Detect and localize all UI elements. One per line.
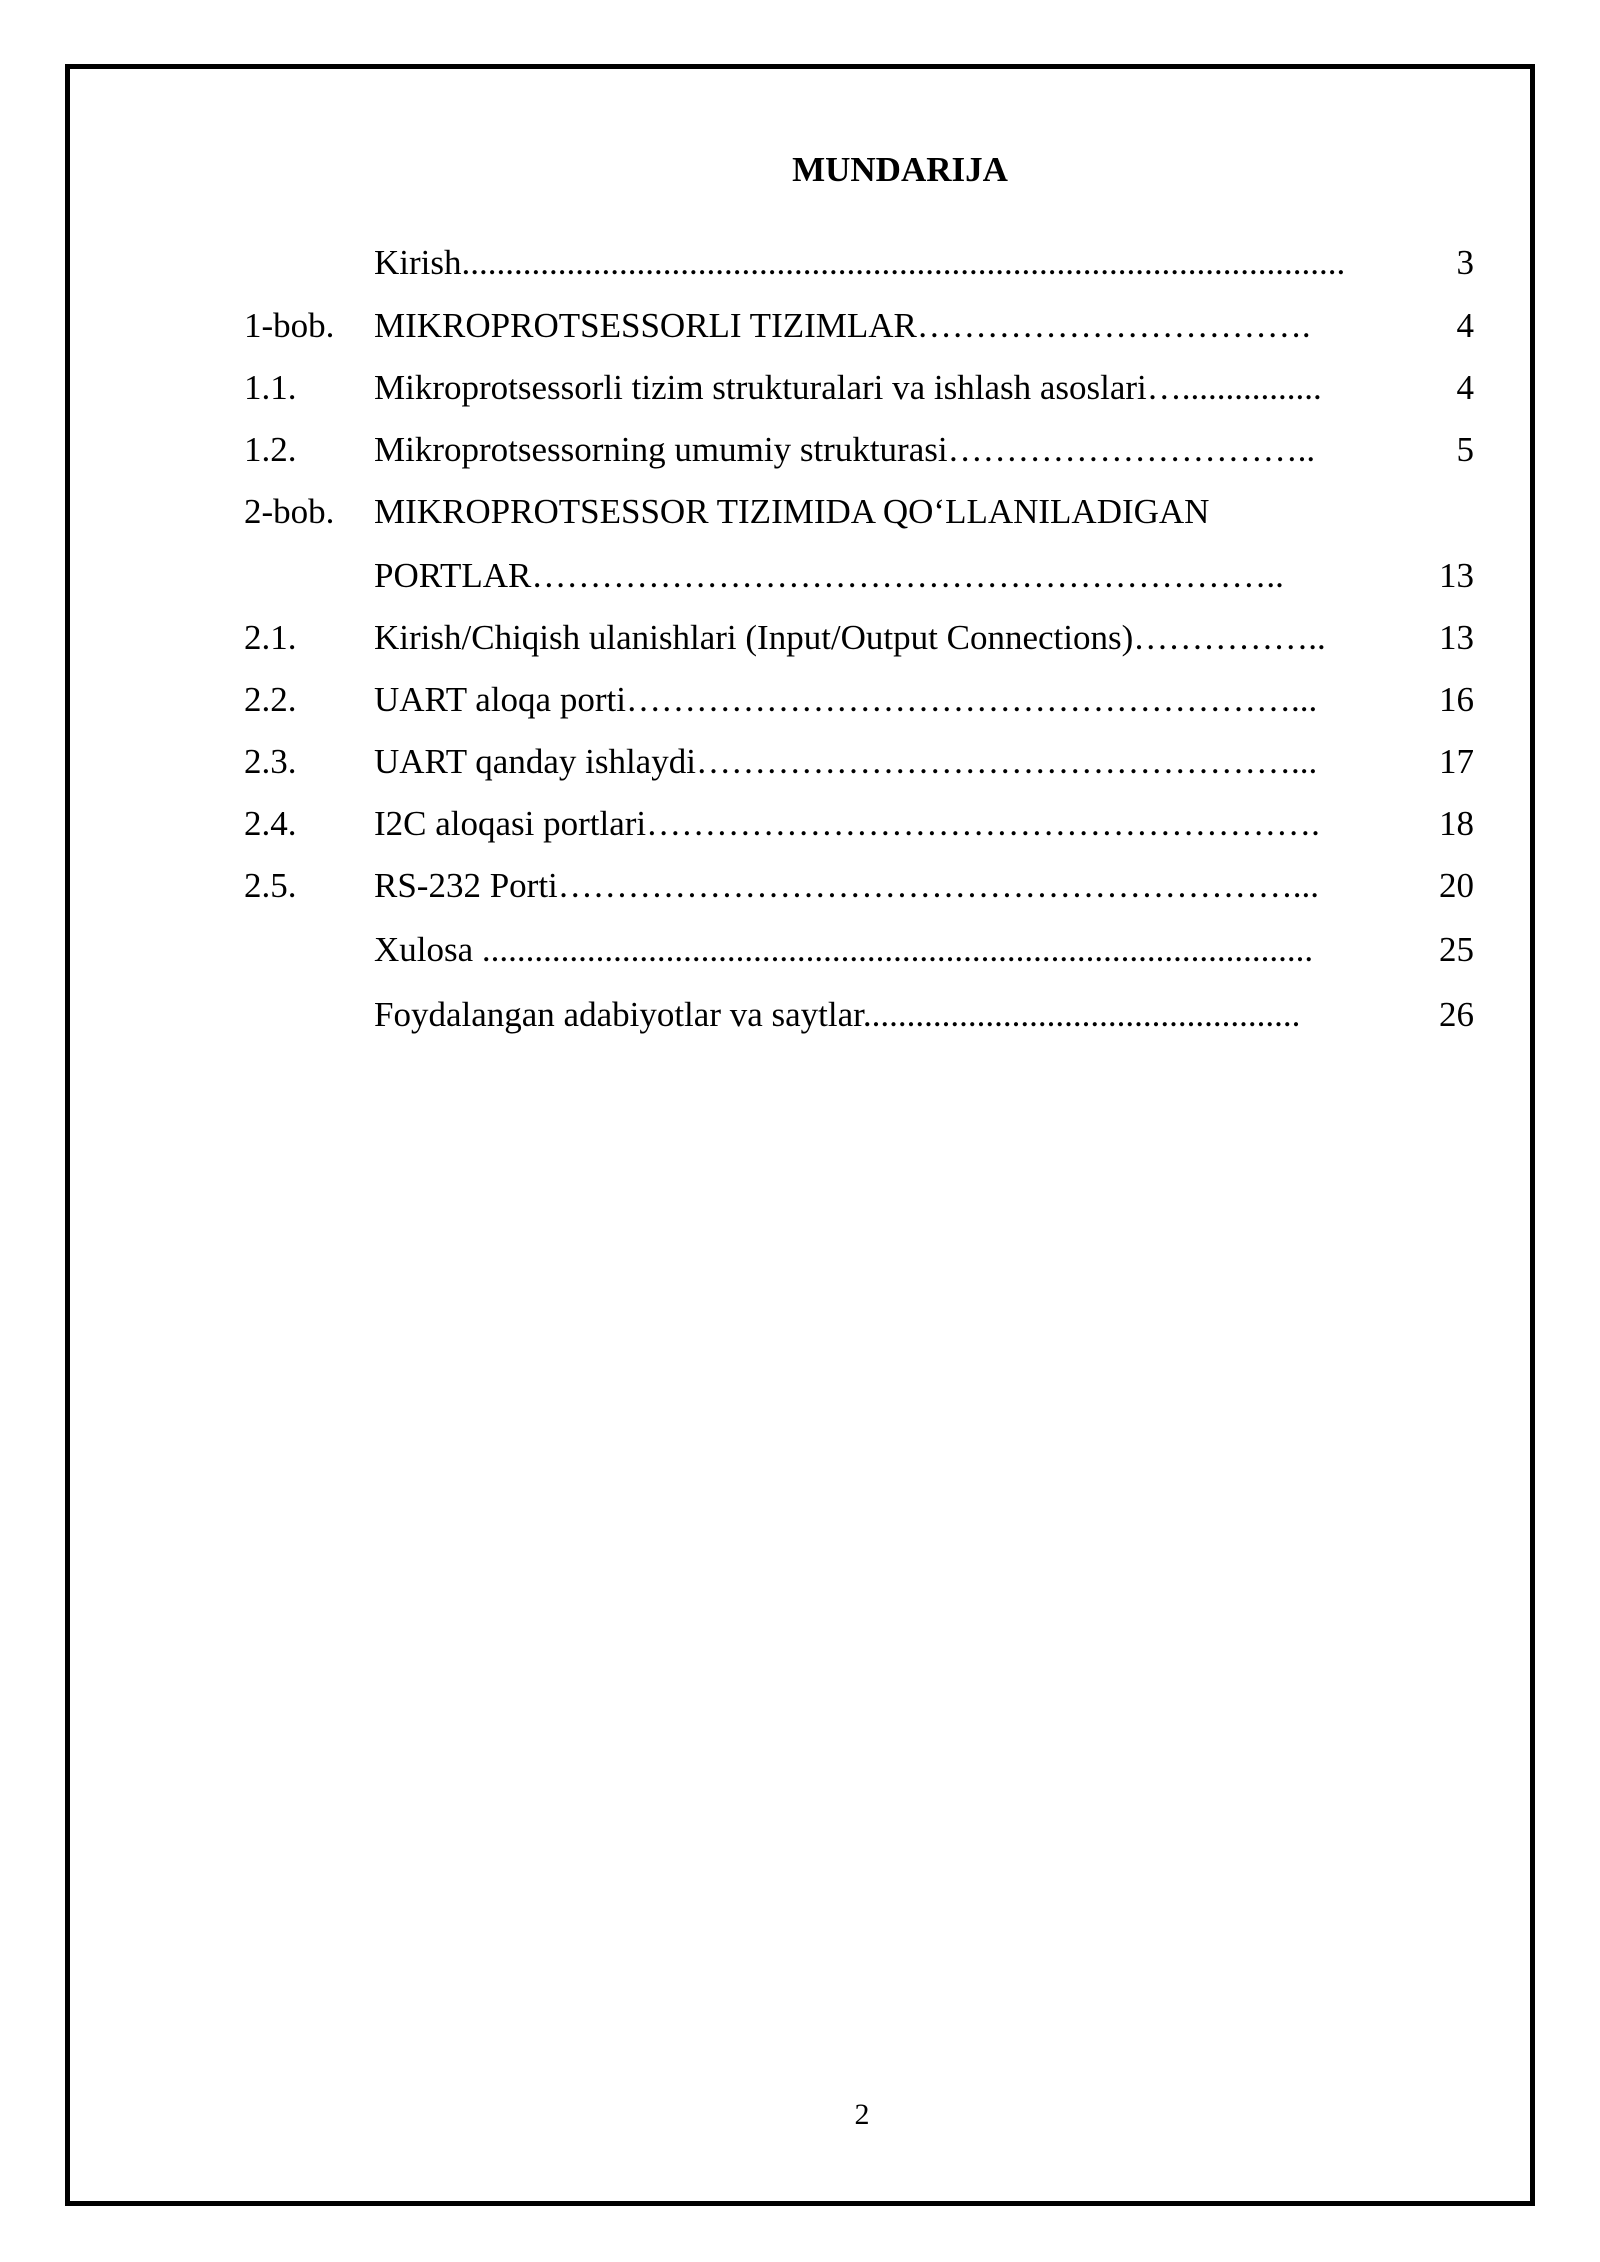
- toc-entry-references[interactable]: [0, 990, 1600, 1040]
- toc-entry-title: MIKROPROTSESSOR TIZIMIDA QO‘LLANILADIGAN: [374, 492, 1210, 531]
- page-number: 2: [854, 2098, 870, 2131]
- toc-entry-title: Mikroprotsessorning umumiy strukturasi…………………………..: [374, 430, 1316, 469]
- toc-entry-number: 1-bob.: [244, 306, 335, 345]
- toc-entry-2-5[interactable]: [0, 861, 1600, 911]
- toc-entry-number: 2.1.: [244, 618, 297, 657]
- toc-entry-number: 2.2.: [244, 680, 297, 719]
- toc-entry-page: 20: [1439, 866, 1474, 905]
- toc-entry-number: 2.5.: [244, 866, 297, 905]
- toc-entry-chapter-1[interactable]: [0, 301, 1600, 351]
- toc-entry-page: 4: [1456, 368, 1474, 407]
- toc-entry-page: 18: [1439, 804, 1474, 843]
- toc-entry-title: Kirish/Chiqish ulanishlari (Input/Output Connections)……………..: [374, 618, 1326, 657]
- toc-entry-title: Foydalangan adabiyotlar va saytlar..................................................: [374, 995, 1301, 1034]
- toc-entry-xulosa[interactable]: [0, 925, 1600, 975]
- toc-entry-page: 5: [1456, 430, 1474, 469]
- toc-entry-title: PORTLAR………………………………………………………..: [374, 556, 1284, 595]
- toc-entry-2-4[interactable]: [0, 799, 1600, 849]
- toc-entry-page: 16: [1439, 680, 1474, 719]
- toc-entry-kirish[interactable]: [0, 238, 1600, 288]
- toc-entry-page: 17: [1439, 742, 1474, 781]
- toc-entry-page: 4: [1456, 306, 1474, 345]
- toc-entry-title: Xulosa ...............................................................................................: [374, 930, 1314, 969]
- toc-entry-title: MIKROPROTSESSORLI TIZIMLAR…………………………….: [374, 306, 1311, 345]
- toc-entry-2-3[interactable]: [0, 737, 1600, 787]
- toc-entry-1-2[interactable]: [0, 425, 1600, 475]
- toc-entry-title: Kirish.....................................................................................................: [374, 243, 1346, 282]
- toc-entry-number: 2-bob.: [244, 492, 335, 531]
- toc-entry-2-1[interactable]: [0, 613, 1600, 663]
- toc-entry-1-1[interactable]: [0, 363, 1600, 413]
- toc-entry-chapter-2[interactable]: [0, 487, 1600, 537]
- toc-entry-page: 26: [1439, 995, 1474, 1034]
- toc-entry-page: 3: [1456, 243, 1474, 282]
- toc-entry-title: UART aloqa porti…………………………………………………...: [374, 680, 1318, 719]
- toc-entry-number: 2.4.: [244, 804, 297, 843]
- toc-entry-chapter-2-continued[interactable]: [0, 551, 1600, 601]
- toc-entry-number: 1.1.: [244, 368, 297, 407]
- page-title: MUNDARIJA: [792, 150, 1008, 189]
- toc-entry-page: 25: [1439, 930, 1474, 969]
- toc-entry-page: 13: [1439, 556, 1474, 595]
- toc-entry-number: 1.2.: [244, 430, 297, 469]
- toc-entry-number: 2.3.: [244, 742, 297, 781]
- toc-entry-title: UART qanday ishlaydi……………………………………………...: [374, 742, 1318, 781]
- toc-entry-title: RS-232 Porti………………………………………………………...: [374, 866, 1320, 905]
- toc-entry-2-2[interactable]: [0, 675, 1600, 725]
- toc-entry-title: Mikroprotsessorli tizim strukturalari va ishlash asoslari…................: [374, 368, 1322, 407]
- toc-entry-title: I2C aloqasi portlari………………………………………………….: [374, 804, 1320, 843]
- toc-entry-page: 13: [1439, 618, 1474, 657]
